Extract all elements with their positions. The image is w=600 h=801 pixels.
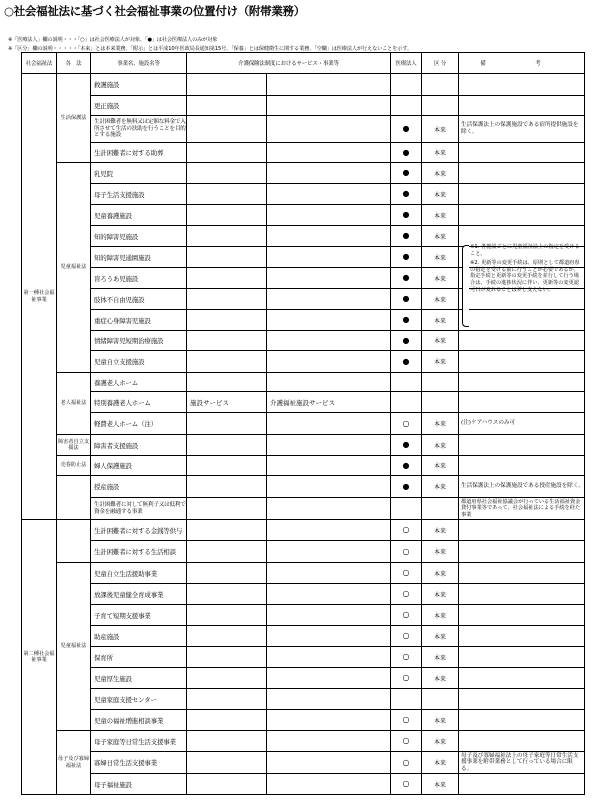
- header-remarks: 備 考: [459, 53, 585, 74]
- service-detail: [267, 668, 391, 689]
- medical-mark: ○: [391, 752, 422, 774]
- service-detail: [267, 96, 391, 116]
- law-cell: 児童福祉法: [57, 163, 91, 373]
- service-detail: [267, 520, 391, 541]
- service-detail: [267, 74, 391, 96]
- medical-mark: ●: [391, 331, 422, 351]
- law-cell: 母子及び寡婦福祉法: [57, 731, 91, 795]
- social-welfare-table: [21, 52, 585, 795]
- remarks-cell: [459, 163, 585, 184]
- division-cell: 本来: [422, 520, 459, 541]
- remarks-cell: [459, 626, 585, 647]
- division-cell: 本来: [422, 143, 459, 163]
- service-type: [187, 605, 267, 626]
- medical-mark: ●: [391, 435, 422, 456]
- facility-name: 児童厚生施設: [91, 668, 187, 689]
- table-row: [22, 563, 585, 584]
- division-cell: [422, 96, 459, 116]
- service-detail: [267, 413, 391, 435]
- medical-mark: ○: [391, 584, 422, 605]
- service-type: [187, 584, 267, 605]
- service-type: [187, 351, 267, 373]
- medical-mark: [391, 373, 422, 392]
- service-detail: [267, 605, 391, 626]
- remarks-cell: 都道府県社会福祉協議会が行っている生活福祉資金貸付事業等であって、社会福祉法による手続を経た事業: [459, 498, 585, 520]
- medical-mark: ○: [391, 563, 422, 584]
- service-detail: [267, 268, 391, 289]
- medical-mark: ●: [391, 289, 422, 310]
- medical-mark: ○: [391, 626, 422, 647]
- table-row: [22, 116, 585, 143]
- medical-mark: [391, 74, 422, 96]
- service-type: [187, 268, 267, 289]
- facility-name: 救護施設: [91, 74, 187, 96]
- medical-mark: ●: [391, 310, 422, 331]
- remarks-cell: [459, 605, 585, 626]
- facility-name: 軽費老人ホーム（注）: [91, 413, 187, 435]
- remarks-cell: [459, 710, 585, 731]
- service-detail: [267, 289, 391, 310]
- division-cell: 本来: [422, 310, 459, 331]
- division-cell: [422, 74, 459, 96]
- table-row: [22, 626, 585, 647]
- facility-name: 肢体不自由児施設: [91, 289, 187, 310]
- service-type: [187, 184, 267, 205]
- facility-name: 母子家庭等日常生活支援事業: [91, 731, 187, 752]
- service-detail: [267, 647, 391, 668]
- remarks-cell: [459, 668, 585, 689]
- table-row: [22, 205, 585, 226]
- service-type: [187, 226, 267, 247]
- facility-name: 更正施設: [91, 96, 187, 116]
- division-cell: 本来: [422, 268, 459, 289]
- service-detail: [267, 247, 391, 268]
- facility-name: 母子福祉施設: [91, 774, 187, 795]
- category-cell: 第二種社会福祉事業: [22, 520, 57, 795]
- remarks-cell: [459, 689, 585, 710]
- table-row: [22, 143, 585, 163]
- service-type: 施設サービス: [187, 392, 267, 413]
- legend-note-medical: ※「医療法人」欄の説明・・・「○」は社会医療法人が対象、「●」は社会医療法人のみが対象: [8, 37, 218, 43]
- remarks-cell: [459, 563, 585, 584]
- table-row: [22, 520, 585, 541]
- remarks-cell: [459, 435, 585, 456]
- division-cell: 本来: [422, 116, 459, 143]
- facility-name: 放課後児童健全育成事業: [91, 584, 187, 605]
- remarks-bracket: [462, 245, 469, 327]
- service-type: [187, 456, 267, 476]
- service-detail: [267, 143, 391, 163]
- service-detail: [267, 731, 391, 752]
- table-row: [22, 668, 585, 689]
- service-type: [187, 205, 267, 226]
- division-cell: 本来: [422, 668, 459, 689]
- medical-mark: ●: [391, 143, 422, 163]
- remarks-cell: [459, 184, 585, 205]
- service-detail: [267, 689, 391, 710]
- service-type: [187, 247, 267, 268]
- header-law: 各 法: [57, 53, 91, 74]
- service-type: [187, 435, 267, 456]
- medical-mark: [391, 392, 422, 413]
- table-row: [22, 731, 585, 752]
- medical-mark: ●: [391, 205, 422, 226]
- division-cell: [422, 373, 459, 392]
- medical-mark: ●: [391, 268, 422, 289]
- facility-name: 児童の福祉増進相談事業: [91, 710, 187, 731]
- medical-mark: ●: [391, 247, 422, 268]
- table-row: [22, 689, 585, 710]
- remarks-cell: [459, 584, 585, 605]
- table-row: [22, 373, 585, 392]
- service-type: [187, 626, 267, 647]
- header-name: 事業名、施設名等: [91, 53, 187, 74]
- category-cell: 第一種社会福祉事業: [22, 74, 57, 520]
- header-service: 介護保険法制度におけるサービス・事業等: [187, 53, 391, 74]
- facility-name: 寡婦日常生活支援事業: [91, 752, 187, 774]
- service-detail: [267, 498, 391, 520]
- service-type: [187, 563, 267, 584]
- service-type: [187, 289, 267, 310]
- division-cell: 本来: [422, 226, 459, 247]
- law-cell: [57, 520, 91, 563]
- medical-mark: ○: [391, 647, 422, 668]
- law-cell: [57, 476, 91, 520]
- division-cell: 本来: [422, 205, 459, 226]
- division-cell: 本来: [422, 163, 459, 184]
- medical-mark: ●: [391, 163, 422, 184]
- remarks-cell: [459, 373, 585, 392]
- table-row: [22, 310, 585, 331]
- medical-mark: ○: [391, 605, 422, 626]
- facility-name: 児童家庭支援センター: [91, 689, 187, 710]
- table-row: [22, 752, 585, 774]
- service-type: [187, 116, 267, 143]
- remarks-cell: 生活保護法上の保護施設である宿所提供施設を除く。: [459, 116, 585, 143]
- remarks-cell: [459, 392, 585, 413]
- medical-mark: ●: [391, 476, 422, 498]
- law-cell: 老人福祉法: [57, 373, 91, 435]
- bracket-note: [470, 244, 582, 296]
- division-cell: 本来: [422, 247, 459, 268]
- table-row: [22, 392, 585, 413]
- division-cell: 本来: [422, 331, 459, 351]
- law-cell: 障害者自立支援法: [57, 435, 91, 456]
- table-row: [22, 163, 585, 184]
- remarks-cell: [459, 310, 585, 331]
- medical-mark: ●: [391, 226, 422, 247]
- table-row: [22, 74, 585, 96]
- table-row: [22, 541, 585, 563]
- division-cell: 本来: [422, 774, 459, 795]
- remarks-cell: [459, 74, 585, 96]
- facility-name: 知的障害児施設: [91, 226, 187, 247]
- table-row: [22, 96, 585, 116]
- medical-mark: ○: [391, 731, 422, 752]
- remarks-cell: [459, 647, 585, 668]
- remarks-cell: [459, 143, 585, 163]
- remarks-cell: [459, 331, 585, 351]
- facility-name: 重症心身障害児施設: [91, 310, 187, 331]
- service-type: [187, 331, 267, 351]
- service-detail: [267, 331, 391, 351]
- table-row: [22, 647, 585, 668]
- bracket-note-2: ※2. 更新等の変更手続は、原則として都道府県の指定を受ける前に行うことが必要であるが、指定手続と更新等の変更手続を並行して行う場合は、手続の進捗状況に伴い、更新等の変更認可日が変れることは差し支えない。: [470, 260, 580, 293]
- division-cell: 本来: [422, 541, 459, 563]
- bracket-note-1: ※1. 各施設ごとに児童福祉法上の指定を受けること。: [470, 244, 580, 257]
- division-cell: 本来: [422, 731, 459, 752]
- medical-mark: [391, 498, 422, 520]
- service-detail: [267, 184, 391, 205]
- division-cell: [422, 392, 459, 413]
- service-detail: [267, 116, 391, 143]
- table-row: [22, 456, 585, 476]
- division-cell: 本来: [422, 605, 459, 626]
- remarks-cell: 生活保護法上の保護施設である授産施設を除く。: [459, 476, 585, 498]
- facility-name: 盲ろうあ児施設: [91, 268, 187, 289]
- service-type: [187, 541, 267, 563]
- facility-name: 保育所: [91, 647, 187, 668]
- facility-name: 授産施設: [91, 476, 187, 498]
- facility-name: 児童自立生活援助事業: [91, 563, 187, 584]
- facility-name: 子育て短期支援事業: [91, 605, 187, 626]
- service-detail: [267, 351, 391, 373]
- division-cell: [422, 498, 459, 520]
- facility-name: 生計困難者に対する助葬: [91, 143, 187, 163]
- division-cell: 本来: [422, 413, 459, 435]
- table-row: [22, 413, 585, 435]
- facility-name: 知的障害児通園施設: [91, 247, 187, 268]
- facility-name: 婦人保護施設: [91, 456, 187, 476]
- service-detail: 介護福祉施設サービス: [267, 392, 391, 413]
- facility-name: 児童自立支援施設: [91, 351, 187, 373]
- service-detail: [267, 435, 391, 456]
- service-detail: [267, 774, 391, 795]
- division-cell: 本来: [422, 289, 459, 310]
- service-detail: [267, 563, 391, 584]
- division-cell: 本来: [422, 647, 459, 668]
- table-row: [22, 331, 585, 351]
- division-cell: 本来: [422, 710, 459, 731]
- table-row: [22, 351, 585, 373]
- medical-mark: ●: [391, 184, 422, 205]
- service-type: [187, 373, 267, 392]
- table-row: [22, 184, 585, 205]
- remarks-cell: [459, 205, 585, 226]
- medical-mark: [391, 96, 422, 116]
- service-detail: [267, 456, 391, 476]
- service-detail: [267, 626, 391, 647]
- medical-mark: ○: [391, 710, 422, 731]
- remarks-cell: [459, 731, 585, 752]
- service-type: [187, 310, 267, 331]
- medical-mark: [391, 689, 422, 710]
- medical-mark: ●: [391, 116, 422, 143]
- legend-note-division: ※「区分」欄の説明・・・・・「本来」とは本来業務、「附示」とは平成10年医政局長通知第15号、「保養」とは保健衛生に関する業務、「空欄」は医療法人が行えないことを示す。: [8, 46, 412, 52]
- service-type: [187, 689, 267, 710]
- medical-mark: ○: [391, 668, 422, 689]
- remarks-cell: [459, 520, 585, 541]
- header-medical: 医療法人: [391, 53, 422, 74]
- remarks-cell: 母子及び寡婦福祉法上の母子家庭等日常生活支援事業を附帯業務として行っている場合に限る。: [459, 752, 585, 774]
- law-cell: 売春防止法: [57, 456, 91, 476]
- law-cell: 児童福祉法: [57, 563, 91, 731]
- service-detail: [267, 752, 391, 774]
- service-type: [187, 96, 267, 116]
- facility-name: 生計困難者を無料又は定額な料金で入所させて生活の扶助を行うことを目的とする施設: [91, 116, 187, 143]
- service-type: [187, 752, 267, 774]
- table-row: [22, 774, 585, 795]
- table-row: [22, 605, 585, 626]
- service-type: [187, 498, 267, 520]
- division-cell: 本来: [422, 626, 459, 647]
- medical-mark: ●: [391, 456, 422, 476]
- service-detail: [267, 476, 391, 498]
- service-type: [187, 163, 267, 184]
- division-cell: 本来: [422, 456, 459, 476]
- service-type: [187, 731, 267, 752]
- service-detail: [267, 584, 391, 605]
- header-division: 区 分: [422, 53, 459, 74]
- division-cell: 本来: [422, 476, 459, 498]
- remarks-cell: (注)ケアハウスのみ可: [459, 413, 585, 435]
- facility-name: 乳児院: [91, 163, 187, 184]
- medical-mark: ○: [391, 520, 422, 541]
- service-type: [187, 520, 267, 541]
- service-detail: [267, 226, 391, 247]
- facility-name: 助産施設: [91, 626, 187, 647]
- remarks-cell: [459, 351, 585, 373]
- service-type: [187, 476, 267, 498]
- division-cell: 本来: [422, 563, 459, 584]
- service-type: [187, 647, 267, 668]
- remarks-cell: [459, 456, 585, 476]
- table-row: [22, 476, 585, 498]
- division-cell: 本来: [422, 584, 459, 605]
- facility-name: 生計困難者に対して無利子又は低利で資金を融通する事業: [91, 498, 187, 520]
- medical-mark: ○: [391, 541, 422, 563]
- header-category: 社会福祉法: [22, 53, 57, 74]
- division-cell: 本来: [422, 435, 459, 456]
- service-detail: [267, 205, 391, 226]
- service-type: [187, 668, 267, 689]
- facility-name: 情緒障害児短期治療施設: [91, 331, 187, 351]
- division-cell: 本来: [422, 752, 459, 774]
- service-type: [187, 774, 267, 795]
- table-row: [22, 584, 585, 605]
- facility-name: 母子生活支援施設: [91, 184, 187, 205]
- medical-mark: ●: [391, 351, 422, 373]
- service-type: [187, 143, 267, 163]
- service-detail: [267, 163, 391, 184]
- facility-name: 児童養護施設: [91, 205, 187, 226]
- remarks-cell: [459, 96, 585, 116]
- table-row: [22, 710, 585, 731]
- table-header-row: [22, 53, 585, 74]
- remarks-cell: [459, 774, 585, 795]
- facility-name: 特別養護老人ホーム: [91, 392, 187, 413]
- service-type: [187, 74, 267, 96]
- service-detail: [267, 710, 391, 731]
- service-detail: [267, 310, 391, 331]
- service-type: [187, 710, 267, 731]
- division-cell: 本来: [422, 184, 459, 205]
- medical-mark: ○: [391, 413, 422, 435]
- remarks-cell: [459, 541, 585, 563]
- medical-mark: ○: [391, 774, 422, 795]
- facility-name: 障害者支援施設: [91, 435, 187, 456]
- service-detail: [267, 541, 391, 563]
- table-row: [22, 498, 585, 520]
- division-cell: [422, 689, 459, 710]
- division-cell: 本来: [422, 351, 459, 373]
- table-row: [22, 435, 585, 456]
- service-detail: [267, 373, 391, 392]
- facility-name: 生計困難者に対する生活相談: [91, 541, 187, 563]
- law-cell: 生活保護法: [57, 74, 91, 163]
- facility-name: 生計困難者に対する金銭等供与: [91, 520, 187, 541]
- service-type: [187, 413, 267, 435]
- page-title: ○社会福祉法に基づく社会福祉事業の位置付け（附帯業務）: [4, 4, 305, 18]
- facility-name: 養護老人ホーム: [91, 373, 187, 392]
